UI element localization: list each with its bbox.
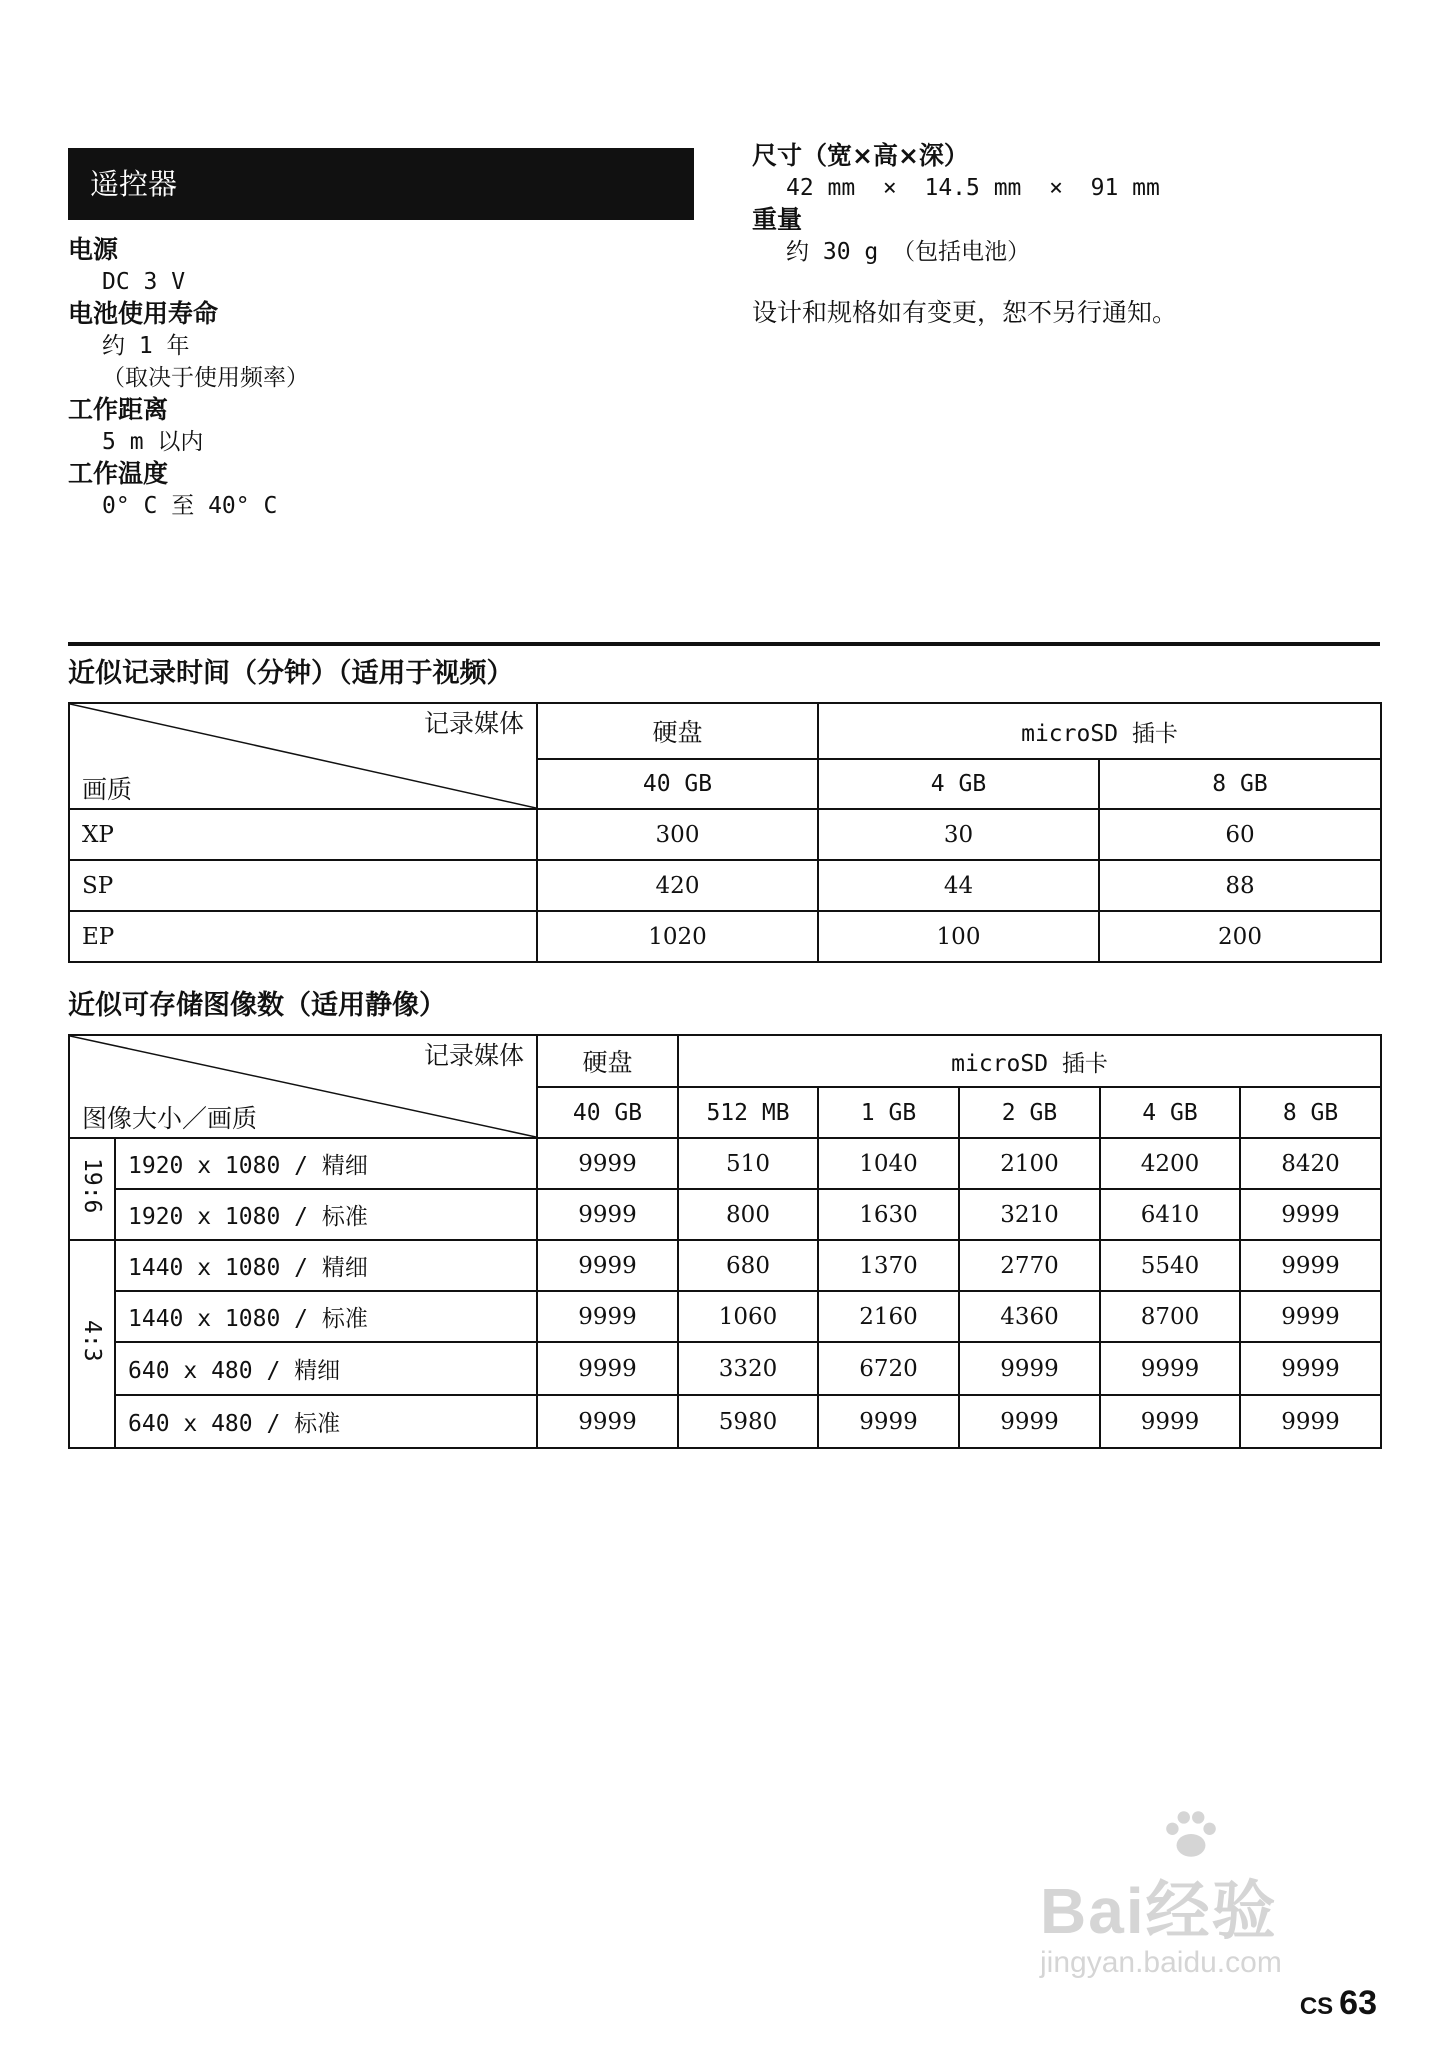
table-cell: 1060 [678,1291,818,1342]
paw-icon [1160,1804,1222,1866]
spec-value-battery-life: 约 1 年 [102,333,190,359]
table-cell: 9999 [537,1240,678,1291]
capacity-header: 2 GB [959,1087,1100,1138]
image-size-label: 1440 x 1080 / 精细 [115,1240,537,1291]
table-cell: 8700 [1100,1291,1240,1342]
table-cell: 9999 [818,1395,959,1448]
table-row [69,911,1381,962]
table-cell: 9999 [537,1291,678,1342]
table-cell: 44 [818,860,1099,911]
section-title-remote: 遥控器 [68,148,694,220]
watermark-brand: Bai经验 [1040,1875,1278,1947]
table-cell: 2770 [959,1240,1100,1291]
table-cell: 510 [678,1138,818,1189]
video-table-corner [69,703,537,809]
table-cell: 4360 [959,1291,1100,1342]
media-microsd-header: microSD 插卡 [818,703,1381,759]
aspect-ratio-label [69,1138,115,1240]
table-cell: 680 [678,1240,818,1291]
table-cell: 420 [537,860,818,911]
corner-media-label: 记录媒体 [423,709,524,738]
spec-value-temperature: 0° C 至 40° C [102,493,278,519]
table-cell: 2160 [818,1291,959,1342]
media-hdd-header: 硬盘 [537,1035,678,1087]
table-cell: 200 [1099,911,1381,962]
table-cell: 8420 [1240,1138,1381,1189]
spec-label-weight: 重量 [752,205,803,234]
table-cell: 9999 [537,1342,678,1395]
table-row [69,860,1381,911]
table-cell: 800 [678,1189,818,1240]
spec-change-notice: 设计和规格如有变更，恕不另行通知。 [752,298,1178,327]
table-cell: 1370 [818,1240,959,1291]
table-cell: 9999 [959,1342,1100,1395]
section-divider [68,642,1380,646]
table-cell: 1020 [537,911,818,962]
spec-value-range: 5 m 以内 [102,429,204,455]
table-cell: 6720 [818,1342,959,1395]
table-cell: 9999 [1240,1240,1381,1291]
table-cell: 9999 [1240,1342,1381,1395]
table-cell: 9999 [1240,1189,1381,1240]
aspect-ratio-text: 4:3 [79,1320,105,1362]
image-size-label: 1440 x 1080 / 标准 [115,1291,537,1342]
table-cell: 60 [1099,809,1381,860]
table-cell: 3210 [959,1189,1100,1240]
table-cell: 100 [818,911,1099,962]
table-row [69,1138,1381,1189]
capacity-header: 4 GB [818,759,1099,809]
table-row [69,1291,1381,1342]
table-cell: 5980 [678,1395,818,1448]
table-cell: 9999 [1240,1291,1381,1342]
quality-label: XP [69,809,537,860]
table-cell: 300 [537,809,818,860]
watermark-url: jingyan.baidu.com [1040,1946,1282,1979]
video-recording-table [68,702,1382,963]
table-row [69,1395,1381,1448]
image-size-label: 640 x 480 / 精细 [115,1342,537,1395]
table-cell: 9999 [537,1395,678,1448]
capacity-header: 4 GB [1100,1087,1240,1138]
table-cell: 1630 [818,1189,959,1240]
page-number-value: 63 [1339,1984,1377,2022]
spec-label-battery-life: 电池使用寿命 [68,299,219,328]
table-row [69,1342,1381,1395]
still-table-corner [69,1035,537,1138]
image-size-label: 640 x 480 / 标准 [115,1395,537,1448]
aspect-ratio-label [69,1240,115,1448]
capacity-header: 8 GB [1240,1087,1381,1138]
table-cell: 5540 [1100,1240,1240,1291]
image-size-label: 1920 x 1080 / 标准 [115,1189,537,1240]
spec-value-power: DC 3 V [102,269,186,295]
spec-value-battery-note: （取决于使用频率） [102,365,309,391]
table-cell: 9999 [537,1189,678,1240]
capacity-header: 1 GB [818,1087,959,1138]
video-table-title: 近似记录时间（分钟）（适用于视频） [68,658,514,689]
quality-label: EP [69,911,537,962]
table-cell: 9999 [1100,1342,1240,1395]
table-cell: 2100 [959,1138,1100,1189]
table-cell: 1040 [818,1138,959,1189]
table-row [69,1240,1381,1291]
capacity-header: 40 GB [537,759,818,809]
table-cell: 9999 [959,1395,1100,1448]
page-number [1300,1984,1377,2023]
spec-value-dimensions: 42 mm × 14.5 mm × 91 mm [786,175,1160,201]
capacity-header: 512 MB [678,1087,818,1138]
table-cell: 9999 [537,1138,678,1189]
language-code: CS [1299,1993,1334,2020]
table-cell: 88 [1099,860,1381,911]
table-cell: 3320 [678,1342,818,1395]
table-cell: 30 [818,809,1099,860]
spec-value-weight: 约 30 g （包括电池） [786,239,1031,265]
quality-label: SP [69,860,537,911]
table-row [69,809,1381,860]
table-cell: 6410 [1100,1189,1240,1240]
still-table-title: 近似可存储图像数（适用静像） [68,990,446,1021]
media-microsd-header: microSD 插卡 [678,1035,1381,1087]
table-cell: 4200 [1100,1138,1240,1189]
spec-label-dimensions: 尺寸（宽×高×深） [752,141,969,170]
baidu-watermark [1040,1860,1282,1980]
capacity-header: 40 GB [537,1087,678,1138]
still-image-table [68,1034,1382,1449]
image-size-label: 1920 x 1080 / 精细 [115,1138,537,1189]
corner-media-label: 记录媒体 [423,1041,524,1070]
table-cell: 9999 [1240,1395,1381,1448]
spec-label-temperature: 工作温度 [68,459,169,488]
spec-label-power: 电源 [68,235,119,264]
table-row [69,1189,1381,1240]
corner-size-quality-label: 图像大小／画质 [82,1104,258,1133]
capacity-header: 8 GB [1099,759,1381,809]
corner-quality-label: 画质 [82,775,133,804]
remote-specs-right [752,140,1392,330]
aspect-ratio-text: 19:6 [79,1158,105,1214]
remote-specs-left [68,234,688,522]
table-cell: 9999 [1100,1395,1240,1448]
spec-label-range: 工作距离 [68,395,169,424]
media-hdd-header: 硬盘 [537,703,818,759]
